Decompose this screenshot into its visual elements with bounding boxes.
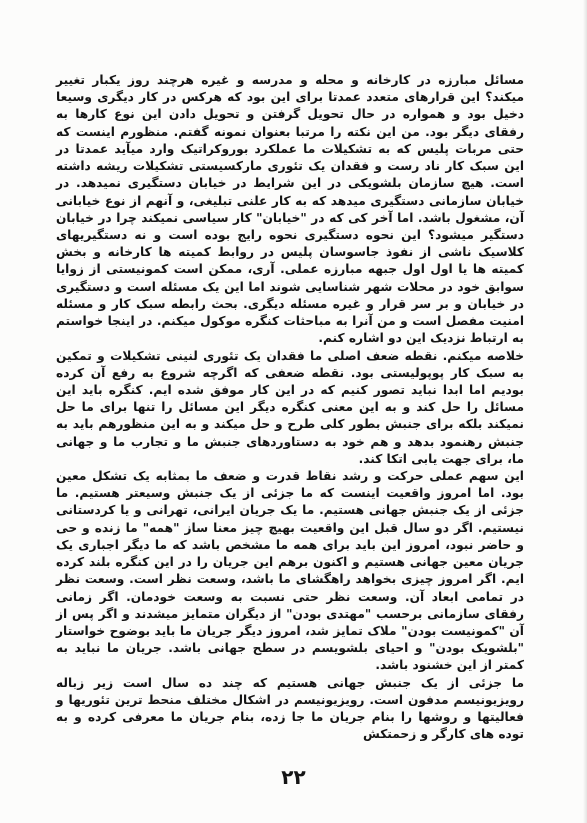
paragraph: این سهم عملی حرکت و رشد نقاط قدرت و ضعف ما بمثابه یک تشکل معین بود. اما امروز واقعیت اینست که ما جزئی از یک جنبش وسیعتر هستیم. ما جزئی از یک جنبش جهانی هستیم. ما یک جریان ایرانی، تهرانی و یا کردستانی نیستیم. اگر دو سال قبل این واقعیت بهیچ چیز معنا ساز "همه" ما زنده و حی و حاضر نبود، امروز این باید برای همه ما مشخص باشد که ما دیگر اجباری یک جریان معین جهانی هستیم و اکنون برهم این جریان را در این کنگره بلند کرده ایم. اگر امروز چیزی بخواهد راهگشای ما باشد، وسعت نظر است. وسعت نظر در تمامی ابعاد آن. وسعت نظر حتی نسبت به وسعت خودمان. اگر زمانی رفقای سازمانی برحسب "مهتدی بودن" از دیگران متمایز میشدند و اگر پس از آن "کمونیست بودن" ملاک تمایز شد، امروز دیگر جریان ما باید بوضوح خواستار "بلشویک بودن" و احیای بلشویسم در سطح جهانی باشد. جریان ما نباید به کمتر از این خشنود باشد.: [56, 469, 524, 673]
body-text: [56, 72, 524, 744]
paragraph: ما جزئی از یک جنبش جهانی هستیم که چند ده سال است زیر زباله رویزیونیسم مدفون است. رویزیونیسم در اشکال مختلف منحط ترین تئوریها و فعالیتها و روشها را بنام جریان ما جا زده، بنام جریان ما معرفی کرده و به توده های کارگر و زحمتکش: [56, 675, 524, 742]
page-edge: [583, 0, 587, 823]
paragraph: مسائل مبارزه در کارخانه و محله و مدرسه و غیره هرچند روز یکبار تغییر میکند؟ این قرارهای متعدد عمدتا برای این بود که هرکس در کار دیگری وسیعا دخیل بود و همواره در حال تحویل گرفتن و تحویل دادن این نوع کارها به رفقای دیگر بود. من این نکته را مرتبا بعنوان نمونه گفتم. منظورم اینست که حتی مربات پلیس که به تشکیلات ما عملکرد بوروکراتیک وارد میآید عمدتا در این سبک کار ناد رست و فقدان یک تئوری مارکسیستی تشکیلات ریشه داشته است. هیچ سازمان بلشویکی در این شرایط در خیابان دستگیری نمیدهد. در خیابان سازمانی دستگیری میدهد که به کار علنی تبلیغی، و آنهم از نوع خیابانی آن، مشغول باشد. اما آخر کی که در "خیابان" کار سیاسی نمیکند چرا در خیابان دستگیر میشود؟ این نحوه دستگیری نحوه رایج بوده است و نه دستگیریهای کلاسیک ناشی از نفوذ جاسوسان پلیس در روابط کمیته ها کارخانه و بخش کمیته ها یا اول اول جبهه مبارزه عملی. آری، ممکن است کمونیستی از زوایا سوابق خود در محلات شهر شناسایی شوند اما این یک مسئله است و دستگیری در خیابان و بر سر قرار و غیره مسئله دیگری. بحث رابطه سبک کار و مسئله امنیت مفصل است و من آنرا به مباحثات کنگره موکول میکنم. در اینجا خواستم به ارتباط نزدیک این دو اشاره کنم.: [56, 73, 524, 346]
page-number: ۲۲: [281, 765, 306, 789]
paragraph: خلاصه میکنم. نقطه ضعف اصلی ما فقدان یک تئوری لنینی تشکیلات و تمکین به سبک کار پوپولیستی بود. نقطه ضعفی که اگرچه شروع به رفع آن کرده بودیم اما ابدا نباید تصور کنیم که در این کار موفق شده ایم. کنگره باید این مسائل را حل کند و به این معنی کنگره دیگر این مسائل را تنها برای ما حل نمیکند بلکه برای جنبش بطور کلی طرح و حل میکند و به این منظورهم باید به جنبش رهنمود بدهد و هم خود به دستاوردهای جنبش ما و تجارب ما و جهانی ما، برای جهت یابی اتکا کند.: [56, 348, 524, 466]
